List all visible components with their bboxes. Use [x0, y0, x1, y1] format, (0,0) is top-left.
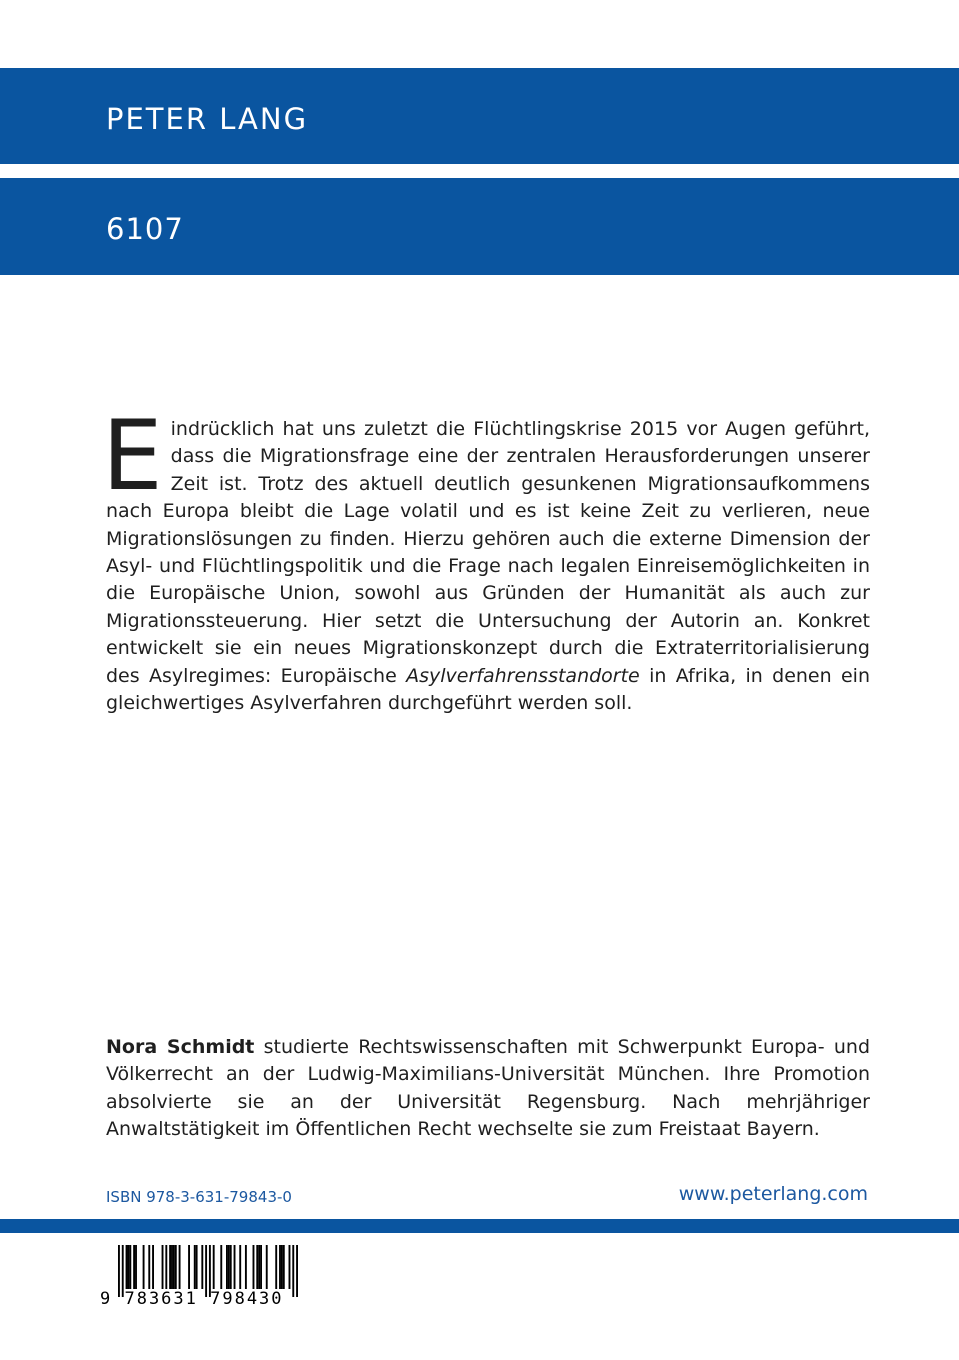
- barcode-bar: [283, 1245, 285, 1289]
- barcode-bar: [234, 1245, 236, 1289]
- barcode-bar: [258, 1245, 260, 1289]
- barcode-bar: [173, 1245, 175, 1289]
- footer-rule: [0, 1219, 959, 1233]
- barcode-bar: [289, 1245, 291, 1289]
- barcode-bar: [201, 1245, 203, 1289]
- barcode: [100, 1245, 303, 1313]
- barcode-bar: [152, 1245, 154, 1289]
- publisher-website-link[interactable]: www.peterlang.com: [678, 1183, 868, 1205]
- barcode-bar: [194, 1245, 196, 1289]
- blurb-dropcap: E: [102, 400, 163, 512]
- barcode-bar: [230, 1245, 232, 1289]
- barcode-bar: [171, 1245, 173, 1289]
- barcode-bar: [127, 1245, 129, 1289]
- publisher-name: PETER LANG: [106, 102, 309, 136]
- barcode-bar: [148, 1245, 150, 1289]
- barcode-bar: [143, 1245, 145, 1289]
- barcode-bar: [169, 1245, 171, 1289]
- publisher-banner: [0, 68, 959, 164]
- barcode-bar: [220, 1245, 222, 1289]
- barcode-bar: [279, 1245, 281, 1289]
- barcode-bar: [126, 1245, 128, 1289]
- barcode-bar: [188, 1245, 190, 1289]
- barcode-bar: [213, 1245, 215, 1289]
- isbn-label: ISBN 978-3-631-79843-0: [106, 1188, 292, 1206]
- barcode-bar: [245, 1245, 247, 1289]
- barcode-bar: [135, 1245, 137, 1289]
- barcode-bar: [275, 1245, 277, 1289]
- barcode-bar: [260, 1245, 262, 1289]
- blurb-tail-text: in Afrika, in denen ein gleichwertiges Asylverfahren durchgeführt werden soll.: [106, 664, 870, 715]
- series-number: 6107: [106, 212, 184, 246]
- barcode-bar: [175, 1245, 177, 1289]
- barcode-bar: [196, 1245, 198, 1289]
- barcode-digits: 9 783631 798430: [100, 1289, 284, 1309]
- blurb-emphasis: Asylverfahrensstandorte: [406, 664, 640, 687]
- barcode-bar: [226, 1245, 228, 1289]
- barcode-bar: [266, 1245, 268, 1289]
- barcode-bar: [129, 1245, 131, 1289]
- author-bio: [106, 1034, 870, 1144]
- author-name: Nora Schmidt: [106, 1036, 255, 1058]
- barcode-bar: [256, 1245, 258, 1289]
- barcode-bar: [228, 1245, 230, 1289]
- book-blurb: [102, 400, 870, 717]
- series-banner: [0, 178, 959, 275]
- barcode-bar: [165, 1245, 167, 1289]
- barcode-bar: [179, 1245, 181, 1289]
- barcode-bar: [162, 1245, 164, 1289]
- barcode-bar: [281, 1245, 283, 1289]
- barcode-bar: [253, 1245, 255, 1289]
- author-bio-text: studierte Rechtswissenschaften mit Schwerpunkt Europa- und Völkerrecht an der Ludwig-Maximilians-Universität München. Ihre Promotion absolvierte sie an der Universität Regensburg. Nach mehrjähriger Anwaltstätigkeit im Öffentlichen Recht wechselte sie zum Freistaat Bayern.: [106, 1036, 870, 1141]
- barcode-bar: [133, 1245, 135, 1289]
- blurb-lead-text: indrücklich hat uns zuletzt die Flüchtlingskrise 2015 vor Augen geführt, dass die Migrationsfrage eine der zentralen Herausforderungen unserer Zeit ist. Trotz des aktuell deutlich gesunkenen Migrationsaufkommens nach Europa bleibt die Lage volatil und es ist keine Zeit zu verlieren, neue Migrationslösungen zu finden. Hierzu gehören auch die externe Dimension der Asyl- und Flüchtlingspolitik und die Frage nach legalen Einreisemöglichkeiten in die Europäische Union, sowohl aus Gründen der Humanität als auch zur Migrationssteuerung. Hier setzt die Untersuchung der Autorin an. Konkret entwickelt sie ein neues Migrationskonzept durch die Extraterritorialisierung des Asylregimes: Europäische: [106, 418, 870, 687]
- barcode-bar: [239, 1245, 241, 1289]
